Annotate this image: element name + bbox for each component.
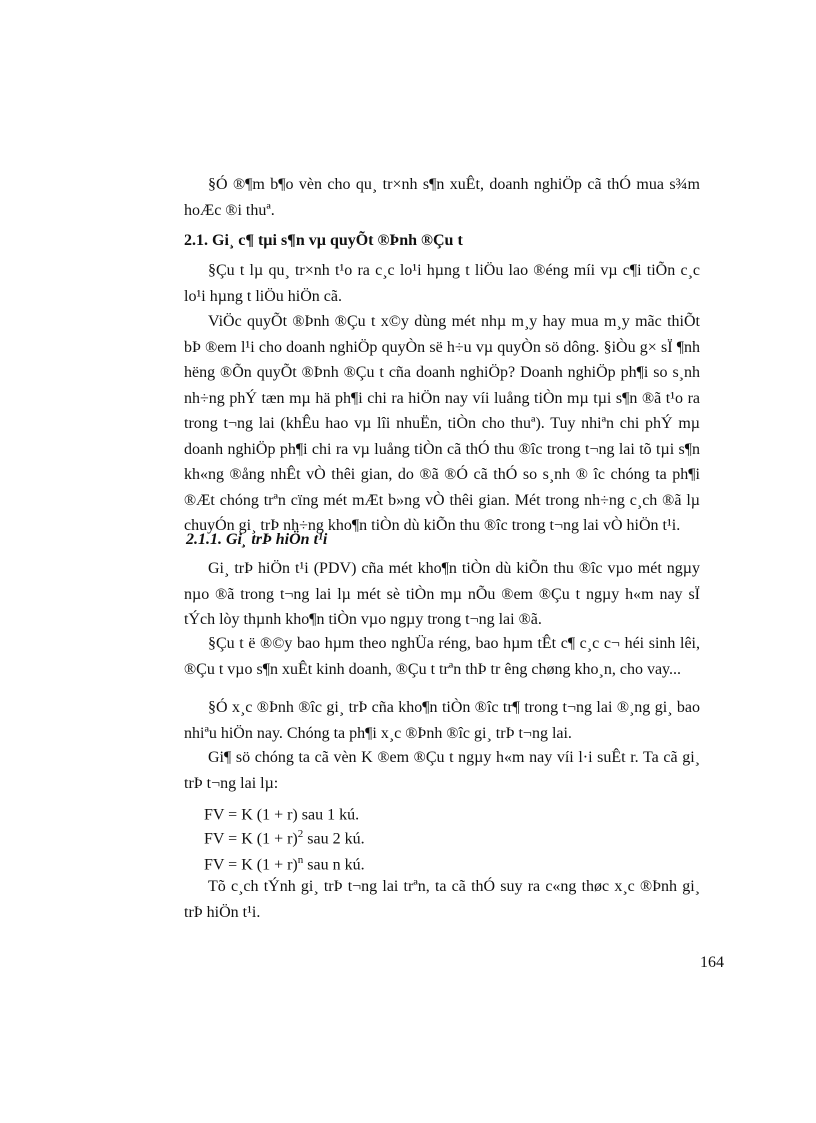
paragraph-investment-decision: ViÖc quyÕt ®Þnh ®Çu t x©y dùng mét nhµ m¸y hay mua m¸y mãc thiÕt bÞ ®em l¹i cho doanh nghiÖp quyÒn së h÷u vµ quyÒn sö dông. §iÒu g× sÏ ¶nh hëng ®Õn quyÕt ®Þnh ®Çu t cña doanh nghiÖp? Doanh nghiÖp ph¶i so s¸nh nh÷ng phÝ tæn mµ hä ph¶i chi ra hiÖn nay víi luång tiÒn mµ tµi s¶n ®ã t¹o ra trong t¬ng lai (khÊu hao vµ lîi nhuËn, tiÒn cho thuª). Tuy nhiªn chi phÝ mµ doanh nghiÖp ph¶i chi ra vµ luång tiÒn cã thÓ thu ®îc trong t¬ng lai tõ tµi s¶n kh«ng ®ång nhÊt vÒ thêi gian, do ®ã ®Ó cã thÓ so s¸nh ® îc chóng ta ph¶i ®Æt chóng trªn cïng mét mÆt b»ng vÒ thêi gian. Mét trong nh÷ng c¸ch ®ã lµ chuyÓn gi¸ trÞ nh÷ng kho¶n tiÒn dù kiÕn thu ®îc trong t¬ng lai vÒ hiÖn t¹i. bbox=[184, 313, 700, 534]
paragraph-investment-definition: §Çu t lµ qu¸ tr×nh t¹o ra c¸c lo¹i hµng t liÖu lao ®éng míi vµ c¶i tiÕn c¸c lo¹i hµng t liÖu hiÖn cã. bbox=[184, 262, 700, 305]
paragraph-assumption: Gi¶ sö chóng ta cã vèn K ®em ®Çu t ngµy h«m nay víi l·i suÊt r. Ta cã gi¸ trÞ t¬ng lai lµ: bbox=[184, 749, 700, 792]
paragraph-intro: §Ó ®¶m b¶o vèn cho qu¸ tr×nh s¶n xuÊt, doanh nghiÖp cã thÓ mua s¾m hoÆc ®i thuª. bbox=[184, 176, 700, 219]
paragraph-present-value-definition: Gi¸ trÞ hiÖn t¹i (PDV) cña mét kho¶n tiÒn dù kiÕn thu ®îc vµo mét ngµy nµo ®ã trong t¬ng lai lµ mét sè tiÒn mµ nÕu ®em ®Çu t ngµy h«m nay sÏ tÝch lòy thµnh kho¶n tiÒn vµo ngµy trong t¬ng lai ®ã. bbox=[184, 560, 700, 628]
paragraph-investment-scope: §Çu t ë ®©y bao hµm theo nghÜa réng, bao hµm tÊt c¶ c¸c c¬ héi sinh lêi, ®Çu t vµo s¶n xuÊt kinh doanh, ®Çu t trªn thÞ tr êng chøng kho¸n, cho vay... bbox=[184, 635, 700, 678]
section-heading-2-1: 2.1. Gi¸ c¶ tµi s¶n vµ quyÕt ®Þnh ®Çu t bbox=[184, 232, 463, 249]
subsection-heading-2-1-1: 2.1.1. Gi¸ trÞ hiÖn t¹i bbox=[186, 531, 328, 548]
page-number: 164 bbox=[700, 954, 724, 971]
paragraph-conclusion: Tõ c¸ch tÝnh gi¸ trÞ t¬ng lai trªn, ta cã thÓ suy ra c«ng thøc x¸c ®Þnh gi¸ trÞ hiÖn t¹i. bbox=[184, 878, 700, 921]
formula-2: FV = K $(1 + r)^2$ sau 2 kú. bbox=[204, 828, 365, 848]
formula-3: FV = K $(1 + r)^n$ sau n kú. bbox=[204, 854, 365, 874]
formula-1: FV = K (1 + r) sau 1 kú. bbox=[204, 806, 360, 824]
paragraph-future-value-intro: §Ó x¸c ®Þnh ®îc gi¸ trÞ cña kho¶n tiÒn ®îc tr¶ trong t¬ng lai ®¸ng gi¸ bao nhiªu hiÖn nay. Chóng ta ph¶i x¸c ®Þnh ®îc gi¸ trÞ t¬ng lai. bbox=[184, 699, 700, 742]
